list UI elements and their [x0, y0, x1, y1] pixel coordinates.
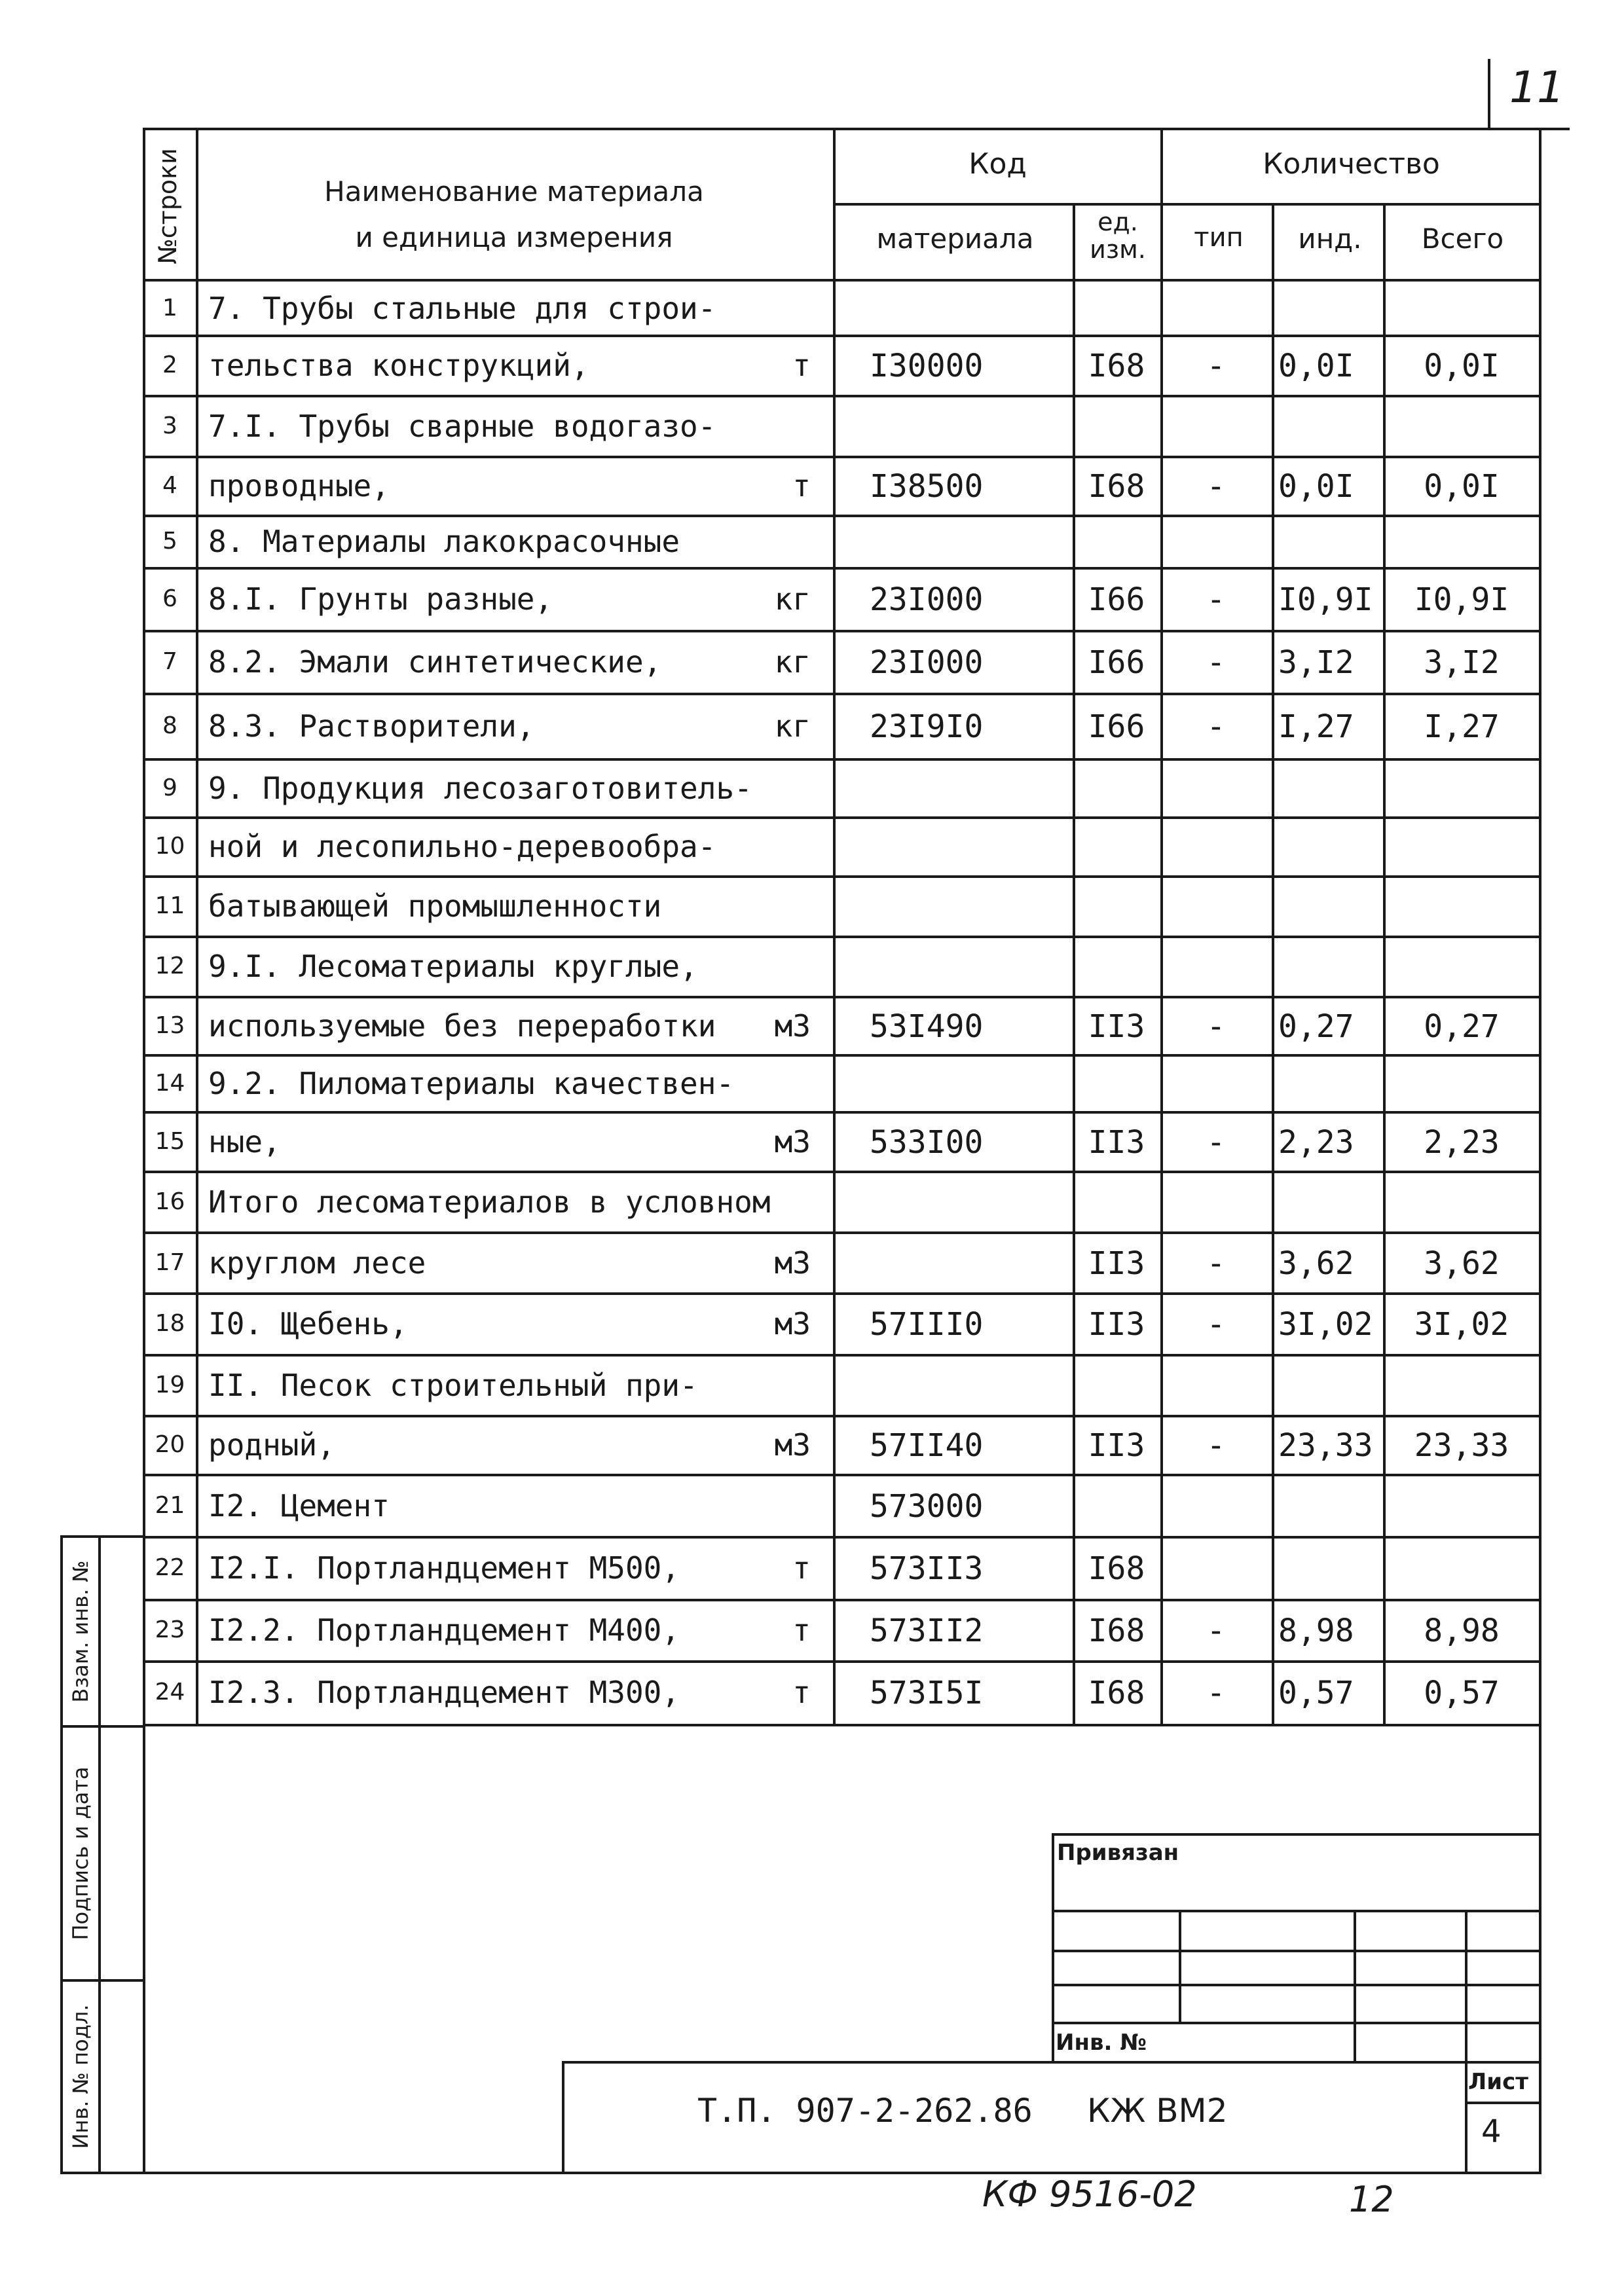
- material-code: I38500: [870, 468, 984, 505]
- material-name: родный,: [208, 1427, 335, 1463]
- material-code: 23I000: [870, 581, 984, 618]
- quantity-total: 0,0I: [1424, 348, 1500, 384]
- row-line: [143, 816, 1541, 819]
- material-name: 8.3. Растворители,: [208, 708, 535, 744]
- unit-code: II3: [1088, 1427, 1145, 1464]
- material-name: 8.I. Грунты разные,: [208, 581, 553, 617]
- privyazan-col3: [1465, 1910, 1467, 2062]
- material-name: 7.I. Трубы сварные водогазо-: [208, 409, 716, 444]
- unit-code: I68: [1088, 1675, 1145, 1711]
- measure-unit: м3: [774, 1427, 811, 1463]
- quantity-ind: 23,33: [1278, 1427, 1373, 1464]
- sheet-col-left: [1465, 2061, 1467, 2174]
- quantity-total: 0,57: [1424, 1675, 1500, 1711]
- row-line: [143, 1660, 1541, 1663]
- col-line-code: [1073, 203, 1075, 1726]
- row-line: [143, 630, 1541, 632]
- privyazan-col2: [1354, 1910, 1356, 2062]
- row-line: [143, 567, 1541, 570]
- measure-unit: кг: [774, 581, 811, 617]
- row-line: [143, 758, 1541, 761]
- row-line: [143, 1474, 1541, 1476]
- material-code: 53I490: [870, 1008, 984, 1045]
- sheet-divider: [1465, 2102, 1540, 2104]
- material-name: используемые без переработки: [208, 1008, 716, 1044]
- material-name: тельства конструкций,: [208, 348, 589, 383]
- unit-code: I66: [1088, 644, 1145, 681]
- row-line: [143, 1292, 1541, 1295]
- header-subdivider-code: [836, 203, 1541, 206]
- material-code: 573000: [870, 1488, 984, 1525]
- row-line: [143, 936, 1541, 938]
- row-number: 6: [162, 585, 177, 612]
- designation-left: [562, 2061, 564, 2174]
- row-line: [143, 335, 1541, 337]
- code-material-header: материала: [876, 223, 1034, 255]
- code-group-header: Код: [969, 147, 1027, 181]
- material-name: батывающей промышленности: [208, 888, 662, 924]
- row-line: [143, 1111, 1541, 1114]
- row-number: 11: [155, 892, 185, 919]
- material-name: 8. Материалы лакокрасочные: [208, 524, 680, 559]
- quantity-type: -: [1206, 1306, 1226, 1343]
- side-stamp-inner-line: [98, 1535, 101, 2174]
- total-header: Всего: [1421, 223, 1504, 255]
- material-name: II. Песок строительный при-: [208, 1368, 698, 1403]
- row-line: [143, 693, 1541, 695]
- privyazan-top: [1052, 1833, 1540, 1836]
- page-number-divider: [1488, 59, 1490, 128]
- material-name: I2. Цемент: [208, 1488, 390, 1523]
- row-line: [143, 515, 1541, 517]
- row-line: [143, 996, 1541, 998]
- quantity-ind: 0,27: [1278, 1008, 1354, 1045]
- quantity-type: -: [1206, 348, 1226, 384]
- unit-code: I66: [1088, 708, 1145, 745]
- quantity-type: -: [1206, 1427, 1226, 1464]
- quantity-type: -: [1206, 644, 1226, 681]
- quantity-type: -: [1206, 468, 1226, 505]
- vzam-inv-label: Взам. инв. №: [68, 1560, 93, 1703]
- measure-unit: т: [792, 468, 811, 503]
- material-name: 9.2. Пиломатериалы качествен-: [208, 1066, 735, 1101]
- material-code: 573I5I: [870, 1675, 984, 1711]
- measure-unit: т: [792, 1613, 811, 1648]
- measure-unit: м3: [774, 1124, 811, 1159]
- row-number: 23: [155, 1616, 185, 1643]
- material-name: I0. Щебень,: [208, 1306, 408, 1341]
- frame-bottom: [143, 2172, 1541, 2174]
- quantity-ind: I0,9I: [1278, 581, 1373, 618]
- material-name: 7. Трубы стальные для строи-: [208, 291, 716, 326]
- row-line: [143, 1354, 1541, 1357]
- row-number: 9: [162, 774, 177, 801]
- unit-code: I68: [1088, 1613, 1145, 1649]
- quantity-ind: 3,I2: [1278, 644, 1354, 681]
- row-number: 2: [162, 352, 177, 378]
- designation-mark: КЖ ВМ2: [1087, 2092, 1228, 2130]
- privyazan-col1: [1179, 1910, 1181, 2022]
- row-number: 22: [155, 1554, 185, 1581]
- table-bottom-line: [143, 1724, 1541, 1726]
- quantity-total: 3I,02: [1414, 1306, 1509, 1343]
- unit-code: II3: [1088, 1124, 1145, 1161]
- col-line-unit: [1160, 128, 1163, 1726]
- unit-code: I66: [1088, 581, 1145, 618]
- type-header: тип: [1194, 223, 1244, 253]
- unit-code: I68: [1088, 1550, 1145, 1587]
- quantity-type: -: [1206, 1675, 1226, 1711]
- quantity-total: 0,0I: [1424, 468, 1500, 505]
- row-line: [143, 395, 1541, 397]
- material-name: 9. Продукция лесозаготовитель-: [208, 771, 752, 806]
- row-line: [143, 1231, 1541, 1234]
- measure-unit: кг: [774, 708, 811, 744]
- row-number: 8: [162, 712, 177, 739]
- sheet-label: Лист: [1468, 2069, 1528, 2095]
- col-line-type: [1272, 203, 1274, 1726]
- quantity-type: -: [1206, 1124, 1226, 1161]
- measure-unit: м3: [774, 1306, 811, 1341]
- privyazan-left: [1052, 1833, 1054, 2062]
- archive-page: 12: [1349, 2179, 1394, 2220]
- designation-top: [562, 2061, 1540, 2064]
- col-line-rownum: [196, 128, 198, 1726]
- ind-header: инд.: [1298, 223, 1362, 255]
- row-number: 4: [162, 472, 177, 499]
- quantity-total: 3,I2: [1424, 644, 1500, 681]
- col-line-name: [833, 128, 836, 1726]
- row-line: [143, 1599, 1541, 1601]
- row-number: 7: [162, 648, 177, 675]
- inv-podl-label: Инв. № подл.: [68, 2004, 93, 2149]
- quantity-ind: 3I,02: [1278, 1306, 1373, 1343]
- material-code: 573II2: [870, 1613, 984, 1649]
- quantity-ind: 3,62: [1278, 1245, 1354, 1282]
- name-header: Наименование материала и единица измерения: [324, 175, 704, 253]
- quantity-type: -: [1206, 1245, 1226, 1282]
- side-stamp-bottom: [60, 2172, 145, 2174]
- row-line: [143, 1415, 1541, 1417]
- material-name: Итого лесоматериалов в условном: [208, 1184, 771, 1220]
- row-number: 3: [162, 412, 177, 439]
- material-name: I2.I. Портландцемент М500,: [208, 1550, 680, 1586]
- quantity-type: -: [1206, 1008, 1226, 1045]
- quantity-ind: 2,23: [1278, 1124, 1354, 1161]
- quantity-ind: 8,98: [1278, 1613, 1354, 1649]
- row-number: 20: [155, 1431, 185, 1458]
- measure-unit: т: [792, 348, 811, 383]
- unit-code: I68: [1088, 348, 1145, 384]
- quantity-total: 2,23: [1424, 1124, 1500, 1161]
- quantity-type: -: [1206, 708, 1226, 745]
- quantity-ind: 0,0I: [1278, 468, 1354, 505]
- measure-unit: т: [792, 1675, 811, 1710]
- material-name: проводные,: [208, 468, 390, 503]
- row-number: 18: [155, 1310, 185, 1337]
- row-line: [143, 456, 1541, 458]
- row-number: 10: [155, 833, 185, 860]
- row-number-header: №строки: [153, 148, 182, 264]
- quantity-type: -: [1206, 1613, 1226, 1649]
- podpis-data-label: Подпись и дата: [68, 1766, 93, 1941]
- measure-unit: м3: [774, 1008, 811, 1044]
- page-number: 11: [1509, 62, 1564, 113]
- unit-header: ед. изм.: [1090, 208, 1146, 264]
- sheet-number: 4: [1481, 2113, 1502, 2150]
- row-number: 1: [162, 295, 177, 321]
- row-number: 13: [155, 1012, 185, 1039]
- row-number: 19: [155, 1372, 185, 1398]
- row-number: 5: [162, 528, 177, 555]
- quantity-total: 3,62: [1424, 1245, 1500, 1282]
- row-number: 14: [155, 1070, 185, 1097]
- col-line-ind: [1383, 203, 1386, 1726]
- quantity-ind: 0,0I: [1278, 348, 1354, 384]
- unit-code: II3: [1088, 1245, 1145, 1282]
- material-code: 573II3: [870, 1550, 984, 1587]
- material-name: ной и лесопильно-деревообра-: [208, 829, 716, 864]
- row-line: [143, 1054, 1541, 1057]
- material-name: ные,: [208, 1124, 281, 1159]
- material-name: I2.2. Портландцемент М400,: [208, 1613, 680, 1648]
- material-name: I2.3. Портландцемент М300,: [208, 1675, 680, 1710]
- unit-code: II3: [1088, 1306, 1145, 1343]
- quantity-total: 0,27: [1424, 1008, 1500, 1045]
- material-name: круглом лесе: [208, 1245, 426, 1281]
- row-line: [143, 1536, 1541, 1539]
- material-code: I30000: [870, 348, 984, 384]
- quantity-ind: I,27: [1278, 708, 1354, 745]
- row-number: 16: [155, 1188, 185, 1215]
- material-name: 8.2. Эмали синтетические,: [208, 644, 662, 680]
- quantity-ind: 0,57: [1278, 1675, 1354, 1711]
- archive-code: КФ 9516-02: [982, 2174, 1197, 2215]
- row-number: 24: [155, 1679, 185, 1705]
- material-code: 57II40: [870, 1427, 984, 1464]
- quantity-group-header: Количество: [1263, 147, 1440, 181]
- header-bottom-line: [143, 279, 1541, 282]
- quantity-total: 8,98: [1424, 1613, 1500, 1649]
- row-line: [143, 1171, 1541, 1173]
- unit-code: II3: [1088, 1008, 1145, 1045]
- quantity-total: 23,33: [1414, 1427, 1509, 1464]
- quantity-total: I0,9I: [1414, 581, 1509, 618]
- measure-unit: кг: [774, 644, 811, 680]
- unit-code: I68: [1088, 468, 1145, 505]
- row-number: 15: [155, 1128, 185, 1155]
- inv-no-label: Инв. №: [1056, 2030, 1147, 2056]
- material-name: 9.I. Лесоматериалы круглые,: [208, 949, 698, 984]
- quantity-type: -: [1206, 581, 1226, 618]
- row-number: 21: [155, 1492, 185, 1519]
- quantity-total: I,27: [1424, 708, 1500, 745]
- frame-top: [143, 128, 1541, 130]
- privyazan-label: Привязан: [1057, 1840, 1179, 1866]
- row-number: 17: [155, 1249, 185, 1276]
- measure-unit: м3: [774, 1245, 811, 1281]
- measure-unit: т: [792, 1550, 811, 1586]
- material-code: 23I000: [870, 644, 984, 681]
- row-number: 12: [155, 953, 185, 979]
- material-code: 533I00: [870, 1124, 984, 1161]
- material-code: 23I9I0: [870, 708, 984, 745]
- frame-right: [1539, 128, 1541, 2174]
- designation-code: Т.П. 907-2-262.86: [697, 2092, 1033, 2130]
- material-code: 57III0: [870, 1306, 984, 1343]
- row-line: [143, 875, 1541, 878]
